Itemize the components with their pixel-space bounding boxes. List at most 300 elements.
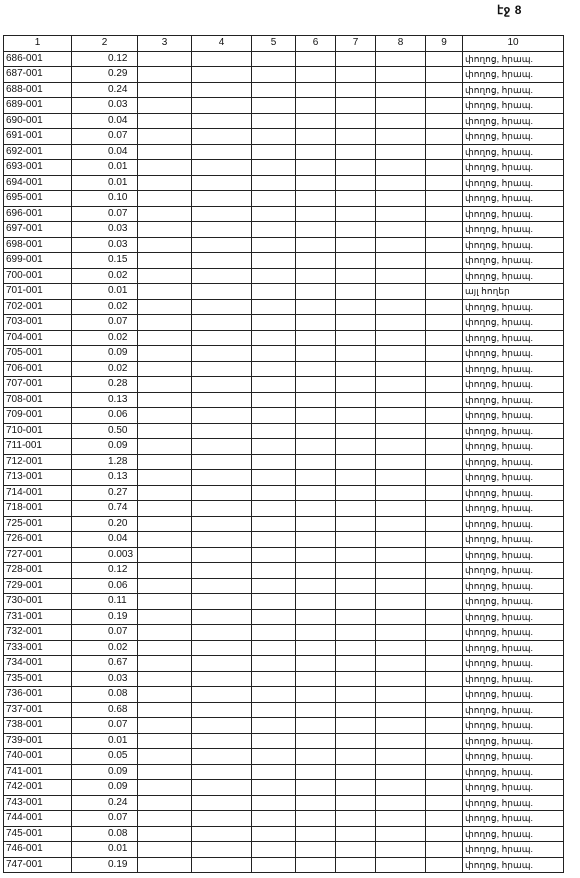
table-row <box>4 113 564 129</box>
table-row <box>4 749 564 765</box>
table-row <box>4 640 564 656</box>
parcel-code-cell: 696-001 <box>4 206 72 222</box>
land-type-cell: փողոց, հրապ. <box>463 113 564 129</box>
page-number-label: էջ 8 <box>497 3 522 17</box>
empty-cell <box>296 377 336 393</box>
empty-cell <box>426 67 463 83</box>
area-cell: 0.27 <box>72 485 138 501</box>
table-row <box>4 718 564 734</box>
empty-cell <box>296 811 336 827</box>
area-cell: 0.01 <box>72 284 138 300</box>
empty-cell <box>336 516 376 532</box>
empty-cell <box>426 284 463 300</box>
empty-cell <box>252 811 296 827</box>
empty-cell <box>376 718 426 734</box>
empty-cell <box>252 687 296 703</box>
parcel-code-cell: 737-001 <box>4 702 72 718</box>
empty-cell <box>426 98 463 114</box>
empty-cell <box>426 578 463 594</box>
empty-cell <box>426 191 463 207</box>
empty-cell <box>192 656 252 672</box>
empty-cell <box>336 129 376 145</box>
empty-cell <box>138 671 192 687</box>
empty-cell <box>376 330 426 346</box>
empty-cell <box>426 268 463 284</box>
empty-cell <box>426 594 463 610</box>
area-cell: 0.13 <box>72 392 138 408</box>
land-type-cell: փողոց, հրապ. <box>463 237 564 253</box>
empty-cell <box>138 361 192 377</box>
land-type-cell: փողոց, հրապ. <box>463 299 564 315</box>
table-row <box>4 253 564 269</box>
empty-cell <box>252 702 296 718</box>
parcel-code-cell: 727-001 <box>4 547 72 563</box>
empty-cell <box>192 51 252 67</box>
empty-cell <box>336 330 376 346</box>
empty-cell <box>192 563 252 579</box>
empty-cell <box>192 609 252 625</box>
table-row <box>4 764 564 780</box>
empty-cell <box>336 237 376 253</box>
empty-cell <box>252 144 296 160</box>
empty-cell <box>336 749 376 765</box>
area-cell: 0.24 <box>72 82 138 98</box>
empty-cell <box>336 284 376 300</box>
empty-cell <box>296 113 336 129</box>
empty-cell <box>192 222 252 238</box>
empty-cell <box>138 423 192 439</box>
land-type-cell: փողոց, հրապ. <box>463 516 564 532</box>
area-cell: 0.12 <box>72 563 138 579</box>
land-type-cell: փողոց, հրապ. <box>463 392 564 408</box>
empty-cell <box>252 578 296 594</box>
parcel-code-cell: 692-001 <box>4 144 72 160</box>
empty-cell <box>252 408 296 424</box>
table-row <box>4 656 564 672</box>
empty-cell <box>336 764 376 780</box>
parcel-code-cell: 745-001 <box>4 826 72 842</box>
empty-cell <box>138 547 192 563</box>
empty-cell <box>376 826 426 842</box>
area-cell: 0.09 <box>72 764 138 780</box>
empty-cell <box>426 532 463 548</box>
parcel-code-cell: 743-001 <box>4 795 72 811</box>
table-row <box>4 144 564 160</box>
area-cell: 0.67 <box>72 656 138 672</box>
empty-cell <box>192 191 252 207</box>
column-header-9: 9 <box>426 36 463 52</box>
area-cell: 0.09 <box>72 780 138 796</box>
empty-cell <box>296 547 336 563</box>
empty-cell <box>252 749 296 765</box>
land-type-cell: փողոց, հրապ. <box>463 718 564 734</box>
land-type-cell: փողոց, հրապ. <box>463 578 564 594</box>
table-row <box>4 625 564 641</box>
empty-cell <box>192 129 252 145</box>
parcel-code-cell: 742-001 <box>4 780 72 796</box>
empty-cell <box>376 408 426 424</box>
empty-cell <box>336 470 376 486</box>
empty-cell <box>296 361 336 377</box>
land-type-cell: փողոց, հրապ. <box>463 857 564 873</box>
table-row <box>4 532 564 548</box>
parcel-code-cell: 736-001 <box>4 687 72 703</box>
empty-cell <box>252 547 296 563</box>
area-cell: 0.05 <box>72 749 138 765</box>
land-type-cell: փողոց, հրապ. <box>463 408 564 424</box>
empty-cell <box>138 268 192 284</box>
empty-cell <box>336 826 376 842</box>
table-row <box>4 175 564 191</box>
table-row <box>4 98 564 114</box>
empty-cell <box>336 377 376 393</box>
table-row <box>4 206 564 222</box>
empty-cell <box>192 82 252 98</box>
empty-cell <box>192 160 252 176</box>
empty-cell <box>138 392 192 408</box>
empty-cell <box>296 609 336 625</box>
empty-cell <box>336 640 376 656</box>
empty-cell <box>192 237 252 253</box>
empty-cell <box>138 330 192 346</box>
empty-cell <box>252 671 296 687</box>
table-row <box>4 609 564 625</box>
empty-cell <box>426 222 463 238</box>
empty-cell <box>336 563 376 579</box>
empty-cell <box>336 733 376 749</box>
area-cell: 0.01 <box>72 160 138 176</box>
empty-cell <box>192 811 252 827</box>
column-header-8: 8 <box>376 36 426 52</box>
table-row <box>4 516 564 532</box>
empty-cell <box>192 764 252 780</box>
area-cell: 0.09 <box>72 346 138 362</box>
area-cell: 0.01 <box>72 175 138 191</box>
empty-cell <box>296 222 336 238</box>
area-cell: 0.07 <box>72 718 138 734</box>
empty-cell <box>296 485 336 501</box>
empty-cell <box>138 563 192 579</box>
empty-cell <box>426 439 463 455</box>
column-header-6: 6 <box>296 36 336 52</box>
table-row <box>4 284 564 300</box>
empty-cell <box>426 656 463 672</box>
empty-cell <box>138 780 192 796</box>
column-header-4: 4 <box>192 36 252 52</box>
empty-cell <box>192 640 252 656</box>
empty-cell <box>138 749 192 765</box>
parcel-code-cell: 732-001 <box>4 625 72 641</box>
parcel-code-cell: 741-001 <box>4 764 72 780</box>
empty-cell <box>252 175 296 191</box>
empty-cell <box>252 594 296 610</box>
empty-cell <box>138 144 192 160</box>
parcel-code-cell: 698-001 <box>4 237 72 253</box>
empty-cell <box>192 423 252 439</box>
land-type-cell: փողոց, հրապ. <box>463 547 564 563</box>
empty-cell <box>336 439 376 455</box>
empty-cell <box>336 594 376 610</box>
empty-cell <box>192 547 252 563</box>
empty-cell <box>376 237 426 253</box>
parcel-code-cell: 731-001 <box>4 609 72 625</box>
empty-cell <box>426 113 463 129</box>
empty-cell <box>426 330 463 346</box>
column-header-1: 1 <box>4 36 72 52</box>
land-type-cell: փողոց, հրապ. <box>463 501 564 517</box>
area-cell: 0.12 <box>72 51 138 67</box>
empty-cell <box>336 532 376 548</box>
empty-cell <box>376 129 426 145</box>
empty-cell <box>376 857 426 873</box>
empty-cell <box>426 206 463 222</box>
empty-cell <box>296 656 336 672</box>
area-cell: 0.10 <box>72 191 138 207</box>
parcel-code-cell: 690-001 <box>4 113 72 129</box>
table-row <box>4 547 564 563</box>
empty-cell <box>296 764 336 780</box>
empty-cell <box>376 67 426 83</box>
area-cell: 0.28 <box>72 377 138 393</box>
empty-cell <box>376 578 426 594</box>
empty-cell <box>376 346 426 362</box>
empty-cell <box>138 98 192 114</box>
area-cell: 0.50 <box>72 423 138 439</box>
table-row <box>4 826 564 842</box>
empty-cell <box>252 160 296 176</box>
parcel-code-cell: 739-001 <box>4 733 72 749</box>
empty-cell <box>426 470 463 486</box>
empty-cell <box>252 826 296 842</box>
empty-cell <box>296 315 336 331</box>
empty-cell <box>192 268 252 284</box>
empty-cell <box>376 175 426 191</box>
empty-cell <box>138 485 192 501</box>
land-type-cell: փողոց, հրապ. <box>463 268 564 284</box>
area-cell: 0.03 <box>72 671 138 687</box>
empty-cell <box>336 625 376 641</box>
empty-cell <box>336 222 376 238</box>
empty-cell <box>252 82 296 98</box>
land-type-cell: փողոց, հրապ. <box>463 206 564 222</box>
empty-cell <box>138 532 192 548</box>
table-row <box>4 671 564 687</box>
empty-cell <box>192 113 252 129</box>
empty-cell <box>192 392 252 408</box>
parcel-code-cell: 709-001 <box>4 408 72 424</box>
empty-cell <box>252 516 296 532</box>
empty-cell <box>376 594 426 610</box>
empty-cell <box>138 718 192 734</box>
empty-cell <box>138 408 192 424</box>
empty-cell <box>296 439 336 455</box>
empty-cell <box>376 563 426 579</box>
empty-cell <box>192 749 252 765</box>
parcel-code-cell: 691-001 <box>4 129 72 145</box>
empty-cell <box>252 795 296 811</box>
land-type-cell: փողոց, հրապ. <box>463 51 564 67</box>
table-row <box>4 67 564 83</box>
land-type-cell: փողոց, հրապ. <box>463 563 564 579</box>
area-cell: 0.003 <box>72 547 138 563</box>
parcel-code-cell: 689-001 <box>4 98 72 114</box>
empty-cell <box>138 702 192 718</box>
empty-cell <box>336 578 376 594</box>
empty-cell <box>138 237 192 253</box>
area-cell: 0.07 <box>72 625 138 641</box>
empty-cell <box>376 191 426 207</box>
parcel-code-cell: 687-001 <box>4 67 72 83</box>
parcel-code-cell: 713-001 <box>4 470 72 486</box>
table-row <box>4 237 564 253</box>
parcel-code-cell: 699-001 <box>4 253 72 269</box>
empty-cell <box>138 516 192 532</box>
empty-cell <box>252 237 296 253</box>
empty-cell <box>192 346 252 362</box>
empty-cell <box>336 315 376 331</box>
empty-cell <box>192 780 252 796</box>
empty-cell <box>138 454 192 470</box>
empty-cell <box>138 222 192 238</box>
empty-cell <box>296 454 336 470</box>
empty-cell <box>138 625 192 641</box>
parcel-code-cell: 728-001 <box>4 563 72 579</box>
empty-cell <box>426 780 463 796</box>
empty-cell <box>376 160 426 176</box>
parcel-code-cell: 706-001 <box>4 361 72 377</box>
parcel-code-cell: 714-001 <box>4 485 72 501</box>
empty-cell <box>138 51 192 67</box>
empty-cell <box>138 439 192 455</box>
empty-cell <box>192 842 252 858</box>
area-cell: 0.15 <box>72 253 138 269</box>
area-cell: 0.08 <box>72 826 138 842</box>
table-row <box>4 423 564 439</box>
empty-cell <box>426 299 463 315</box>
empty-cell <box>336 82 376 98</box>
empty-cell <box>138 129 192 145</box>
empty-cell <box>252 842 296 858</box>
empty-cell <box>252 361 296 377</box>
empty-cell <box>138 113 192 129</box>
empty-cell <box>252 439 296 455</box>
land-type-cell: փողոց, հրապ. <box>463 594 564 610</box>
empty-cell <box>192 299 252 315</box>
land-type-cell: փողոց, հրապ. <box>463 330 564 346</box>
land-type-cell: փողոց, հրապ. <box>463 144 564 160</box>
empty-cell <box>376 625 426 641</box>
empty-cell <box>426 175 463 191</box>
parcel-code-cell: 703-001 <box>4 315 72 331</box>
parcel-code-cell: 729-001 <box>4 578 72 594</box>
area-cell: 0.01 <box>72 842 138 858</box>
empty-cell <box>336 718 376 734</box>
empty-cell <box>376 284 426 300</box>
area-cell: 0.68 <box>72 702 138 718</box>
empty-cell <box>192 315 252 331</box>
area-cell: 0.04 <box>72 113 138 129</box>
table-row <box>4 563 564 579</box>
empty-cell <box>376 51 426 67</box>
table-row <box>4 315 564 331</box>
table-row <box>4 222 564 238</box>
area-cell: 0.01 <box>72 733 138 749</box>
empty-cell <box>252 377 296 393</box>
empty-cell <box>376 671 426 687</box>
parcel-table <box>3 35 564 873</box>
empty-cell <box>426 842 463 858</box>
empty-cell <box>296 516 336 532</box>
empty-cell <box>138 175 192 191</box>
empty-cell <box>426 687 463 703</box>
empty-cell <box>192 175 252 191</box>
area-cell: 0.03 <box>72 237 138 253</box>
empty-cell <box>138 315 192 331</box>
land-type-cell: փողոց, հրապ. <box>463 671 564 687</box>
land-type-cell: փողոց, հրապ. <box>463 780 564 796</box>
empty-cell <box>376 780 426 796</box>
empty-cell <box>138 733 192 749</box>
empty-cell <box>376 361 426 377</box>
parcel-code-cell: 746-001 <box>4 842 72 858</box>
empty-cell <box>252 640 296 656</box>
column-header-2: 2 <box>72 36 138 52</box>
empty-cell <box>138 795 192 811</box>
empty-cell <box>138 191 192 207</box>
land-type-cell: փողոց, հրապ. <box>463 191 564 207</box>
empty-cell <box>426 857 463 873</box>
empty-cell <box>138 764 192 780</box>
area-cell: 0.20 <box>72 516 138 532</box>
empty-cell <box>296 718 336 734</box>
empty-cell <box>192 516 252 532</box>
empty-cell <box>296 299 336 315</box>
empty-cell <box>426 764 463 780</box>
empty-cell <box>252 98 296 114</box>
land-type-cell: փողոց, հրապ. <box>463 82 564 98</box>
land-type-cell: փողոց, հրապ. <box>463 160 564 176</box>
land-type-cell: փողոց, հրապ. <box>463 826 564 842</box>
empty-cell <box>252 485 296 501</box>
empty-cell <box>138 501 192 517</box>
empty-cell <box>296 175 336 191</box>
empty-cell <box>252 268 296 284</box>
empty-cell <box>192 733 252 749</box>
empty-cell <box>336 423 376 439</box>
empty-cell <box>336 857 376 873</box>
area-cell: 0.02 <box>72 330 138 346</box>
land-type-cell: փողոց, հրապ. <box>463 98 564 114</box>
empty-cell <box>376 439 426 455</box>
empty-cell <box>336 98 376 114</box>
empty-cell <box>426 702 463 718</box>
empty-cell <box>336 547 376 563</box>
empty-cell <box>426 51 463 67</box>
empty-cell <box>296 144 336 160</box>
empty-cell <box>426 346 463 362</box>
empty-cell <box>252 299 296 315</box>
empty-cell <box>252 191 296 207</box>
table-row <box>4 361 564 377</box>
parcel-code-cell: 702-001 <box>4 299 72 315</box>
area-cell: 0.04 <box>72 532 138 548</box>
parcel-code-cell: 726-001 <box>4 532 72 548</box>
table-row <box>4 129 564 145</box>
land-type-cell: փողոց, հրապ. <box>463 532 564 548</box>
land-type-cell: փողոց, հրապ. <box>463 687 564 703</box>
land-type-cell: փողոց, հրապ. <box>463 454 564 470</box>
table-row <box>4 392 564 408</box>
